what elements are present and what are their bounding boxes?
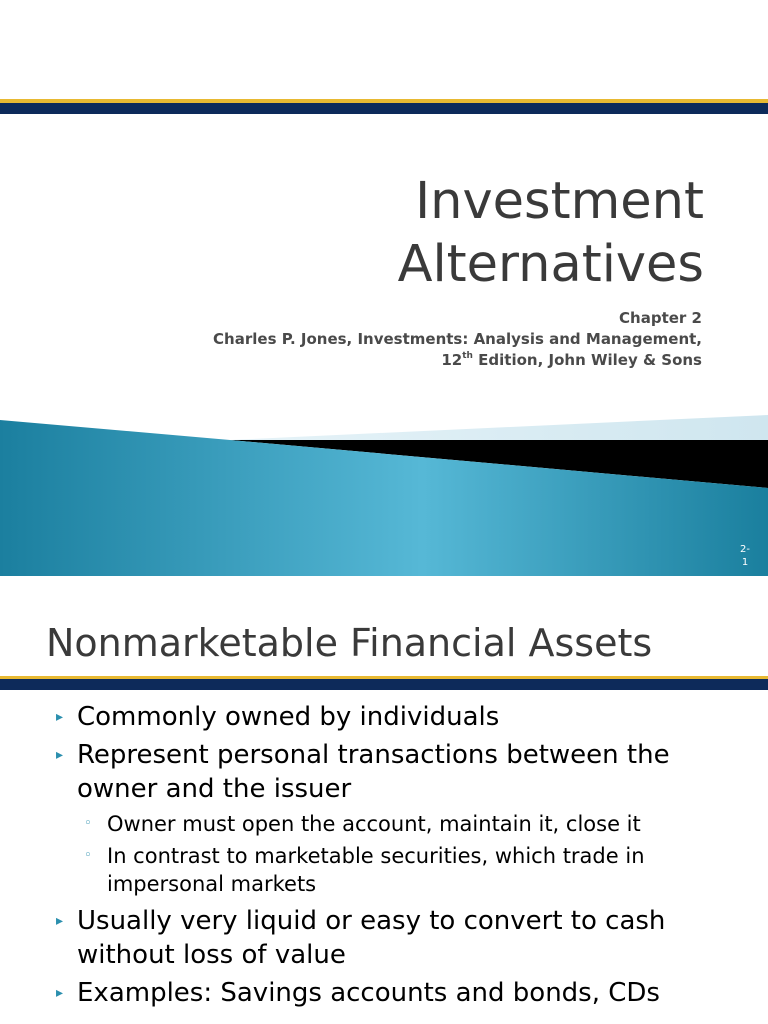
bullet-list: [0, 700, 768, 1010]
title-line-1: Investment: [415, 172, 704, 231]
title-line-2: Alternatives: [397, 235, 704, 294]
bullet-item: [0, 904, 768, 972]
subtitle-edition: [62, 350, 702, 371]
bullet-item: [0, 738, 768, 806]
bullet-text: Commonly owned by individuals: [77, 702, 500, 732]
edition-publisher: Edition, John Wiley & Sons: [472, 351, 702, 369]
sub-bullet-text: In contrast to marketable securities, which trade in impersonal markets: [107, 844, 645, 896]
triangle-right-icon: ▸: [56, 747, 64, 763]
subtitle-author-title: Charles P. Jones, Investments: Analysis and Management,: [213, 330, 702, 348]
bullet-item: [0, 700, 768, 734]
subtitle-chapter: Chapter 2: [619, 309, 702, 327]
sub-bullet-text: Owner must open the account, maintain it, close it: [107, 812, 641, 836]
hollow-circle-icon: ◦: [84, 816, 92, 831]
triangle-right-icon: ▸: [56, 709, 64, 725]
triangle-right-icon: ▸: [56, 913, 64, 929]
slide-number: [735, 543, 755, 569]
content-slide-title: Nonmarketable Financial Assets: [46, 621, 653, 665]
banner-pale-stripe: [230, 415, 768, 440]
bullet-text: Represent personal transactions between the owner and the issuer: [77, 740, 670, 804]
sub-bullet-item: [0, 810, 768, 838]
decorative-banner: [0, 410, 768, 576]
slide-number-line-1: 2-: [740, 544, 750, 555]
triangle-right-icon: ▸: [56, 985, 64, 1001]
edition-superscript: th: [462, 351, 473, 361]
bullet-text: Examples: Savings accounts and bonds, CDs: [77, 978, 660, 1008]
bullet-text: Usually very liquid or easy to convert to cash without loss of value: [77, 906, 666, 970]
slide-number-line-2: 1: [741, 557, 749, 568]
slide-subtitle: [62, 308, 702, 371]
bullet-item: [0, 976, 768, 1010]
navy-divider: [0, 103, 768, 114]
edition-number: 12: [441, 351, 463, 369]
slide-title: [104, 170, 704, 296]
hollow-circle-icon: ◦: [84, 848, 92, 863]
sub-bullet-item: [0, 842, 768, 898]
navy-divider: [0, 679, 768, 690]
